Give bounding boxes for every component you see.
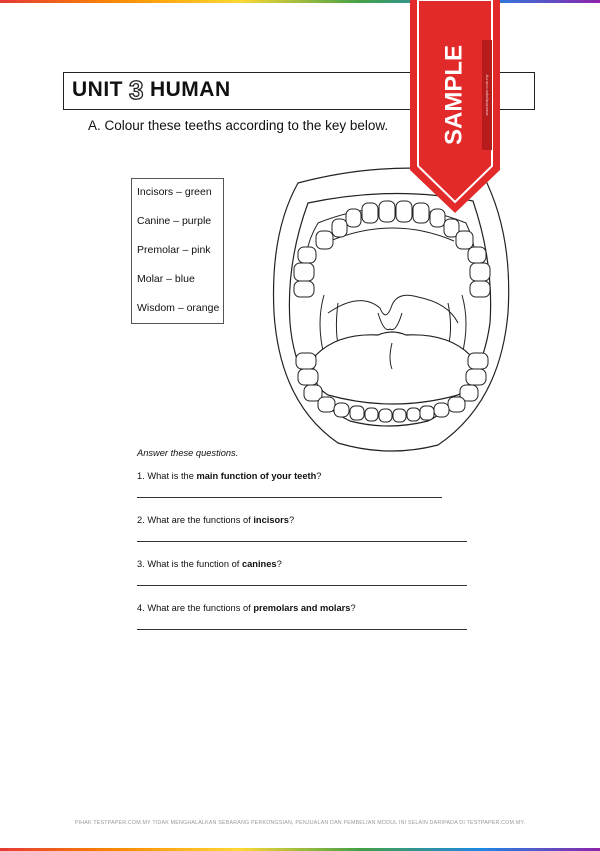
top-color-strip	[0, 0, 600, 3]
watermark-small-text: www.testpaper.com.my	[484, 74, 490, 116]
unit-prefix: UNIT	[72, 78, 123, 101]
question-keyword: premolars and molars	[253, 603, 351, 613]
question-end: ?	[288, 515, 295, 525]
unit-title	[72, 77, 231, 103]
answer-line-4[interactable]	[137, 629, 467, 630]
answer-line-2[interactable]	[137, 541, 467, 542]
question-number: 2.	[137, 515, 145, 525]
question-text: What are the functions of	[147, 515, 254, 525]
sample-watermark-ribbon	[410, 0, 500, 213]
question-text: What is the function of	[147, 559, 242, 569]
question-number: 3.	[137, 559, 145, 569]
question-number: 1.	[137, 471, 145, 481]
questions-section	[137, 448, 467, 647]
key-item-premolar: Premolar – pink	[137, 244, 211, 256]
question-end: ?	[350, 603, 356, 613]
question-1	[137, 471, 467, 481]
question-keyword: incisors	[253, 515, 289, 525]
key-item-molar: Molar – blue	[137, 273, 195, 285]
question-keyword: main function of your teeth	[196, 471, 317, 481]
question-keyword: canines	[241, 559, 277, 569]
answer-line-1[interactable]	[137, 497, 442, 498]
question-number: 4.	[137, 603, 145, 613]
answer-line-3[interactable]	[137, 585, 467, 586]
question-text: What are the functions of	[147, 603, 254, 613]
watermark-text: SAMPLE	[440, 44, 468, 146]
questions-intro: Answer these questions.	[137, 448, 239, 458]
unit-number: 3	[129, 75, 144, 105]
question-text: What is the	[147, 471, 197, 481]
key-item-incisors: Incisors – green	[137, 186, 212, 198]
question-2	[137, 515, 467, 525]
footer-disclaimer: PIHAK TESTPAPER.COM.MY TIDAK MENGHALALKAN SEBARANG PERKONGSIAN, PENJUALAN DAN PEMBELIAN MODUL INI SELAIN DARIPADA DI TESTPAPER.COM.MY.	[74, 820, 526, 826]
question-3	[137, 559, 467, 569]
key-item-canine: Canine – purple	[137, 215, 212, 227]
key-item-wisdom: Wisdom – orange	[137, 302, 220, 314]
colour-key-box	[131, 178, 224, 324]
unit-name: HUMAN	[149, 78, 231, 101]
question-end: ?	[316, 471, 322, 481]
question-end: ?	[276, 559, 282, 569]
question-4	[137, 603, 467, 613]
instruction-text: A. Colour these teeths according to the key below.	[88, 118, 389, 133]
